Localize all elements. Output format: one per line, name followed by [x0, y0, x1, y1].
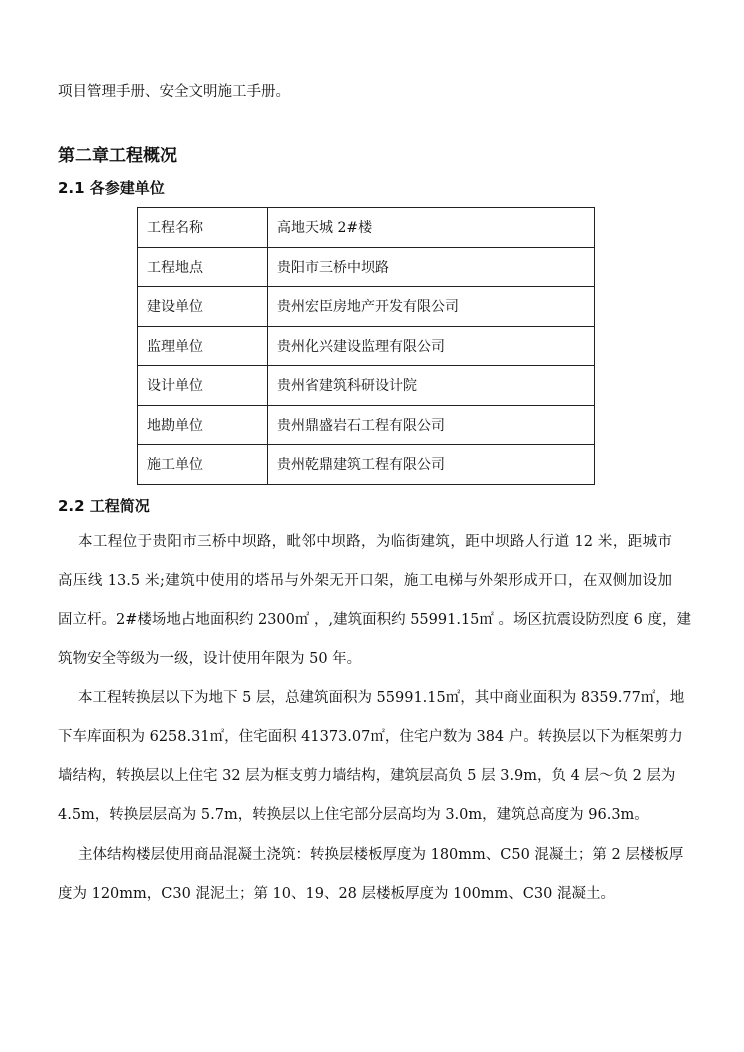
table-row	[138, 405, 595, 445]
paragraph-line: 本工程转换层以下为地下 5 层，总建筑面积为 55991.15㎡，其中商业面积为 8359.77㎡，地	[78, 690, 685, 706]
table-row	[138, 208, 595, 248]
row-value: 贵州省建筑科研设计院	[268, 366, 595, 406]
paragraph-line: 本工程位于贵阳市三桥中坝路，毗邻中坝路，为临街建筑，距中坝路人行道 12 米，距城市	[78, 534, 672, 550]
paragraph-line: 4.5m，转换层层高为 5.7m，转换层以上住宅部分层高均为 3.0m，建筑总高度为 96.3m。	[58, 807, 649, 823]
paragraph	[58, 845, 684, 923]
row-label: 施工单位	[138, 445, 268, 485]
row-label: 工程地点	[138, 247, 268, 287]
row-value: 高地天城 2#楼	[268, 208, 595, 248]
paragraph-line: 高压线 13.5 米;建筑中使用的塔吊与外架无开口架，施工电梯与外架形成开口，在双侧加设加	[58, 573, 672, 589]
paragraph-line: 度为 120mm，C30 混泥土；第 10、19、28 层楼板厚度为 100mm、C30 混凝土。	[58, 886, 615, 902]
table-row	[138, 287, 595, 327]
row-label: 设计单位	[138, 366, 268, 406]
row-label: 地勘单位	[138, 405, 268, 445]
paragraph	[58, 688, 685, 844]
participants-table	[137, 207, 595, 485]
row-value: 贵州化兴建设监理有限公司	[268, 326, 595, 366]
table-row	[138, 445, 595, 485]
row-label: 监理单位	[138, 326, 268, 366]
table-row	[138, 366, 595, 406]
row-value: 贵州乾鼎建筑工程有限公司	[268, 445, 595, 485]
paragraph-line: 墙结构，转换层以上住宅 32 层为框支剪力墙结构，建筑层高负 5 层 3.9m，负 4 层～负 2 层为	[58, 768, 676, 784]
paragraph-line: 固立杆。2#楼场地占地面积约 2300㎡ ，,建筑面积约 55991.15㎡ 。场区抗震设防烈度 6 度，建	[58, 612, 691, 628]
section-title-participants: 2.1 各参建单位	[58, 179, 165, 197]
row-value: 贵州宏臣房地产开发有限公司	[268, 287, 595, 327]
row-value: 贵州鼎盛岩石工程有限公司	[268, 405, 595, 445]
table-row	[138, 247, 595, 287]
paragraph	[58, 532, 691, 688]
row-label: 工程名称	[138, 208, 268, 248]
paragraph-line: 主体结构楼层使用商品混凝土浇筑：转换层楼板厚度为 180mm、C50 混凝土；第 2 层楼板厚	[78, 847, 684, 863]
section-title-overview: 2.2 工程简况	[58, 497, 150, 515]
row-value: 贵阳市三桥中坝路	[268, 247, 595, 287]
chapter-title: 第二章工程概况	[58, 146, 177, 166]
table-row	[138, 326, 595, 366]
paragraph-line: 筑物安全等级为一级，设计使用年限为 50 年。	[58, 651, 362, 667]
paragraph-line: 下车库面积为 6258.31㎡，住宅面积 41373.07㎡，住宅户数为 384 户。转换层以下为框架剪力	[58, 729, 683, 745]
row-label: 建设单位	[138, 287, 268, 327]
intro-line: 项目管理手册、安全文明施工手册。	[58, 84, 290, 100]
